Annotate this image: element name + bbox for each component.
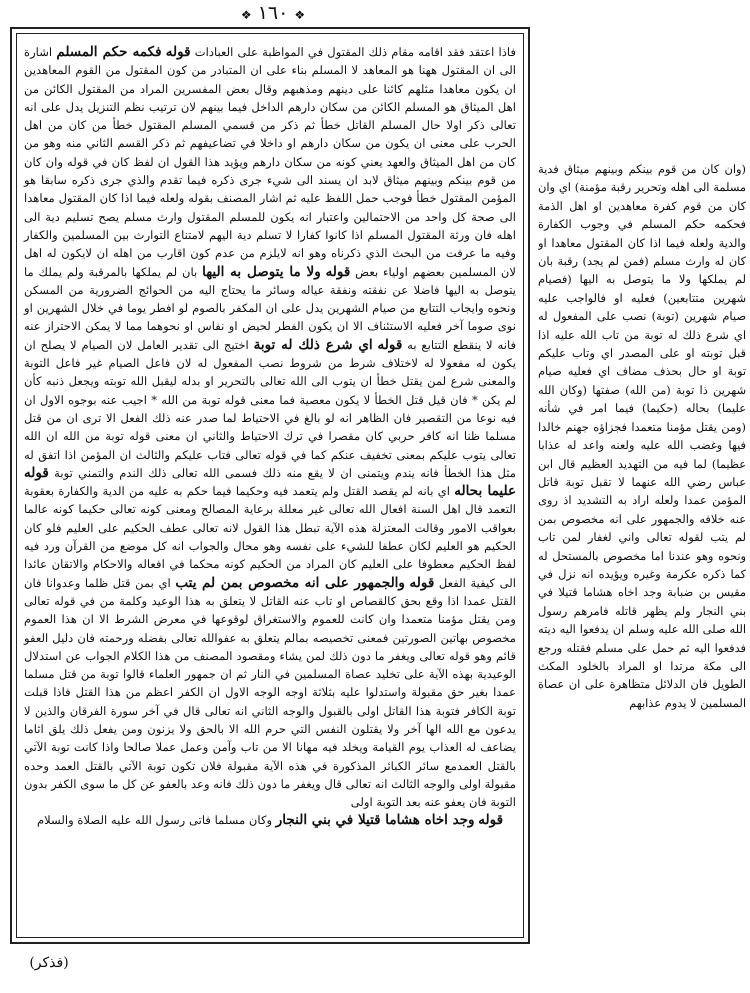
lemma-marker: قوله bbox=[24, 464, 49, 481]
lemma-text: عليما بحاله bbox=[454, 483, 517, 500]
lemma-marker: قوله bbox=[325, 263, 351, 280]
ornament-right-icon: ❖ bbox=[240, 8, 252, 22]
ornament-left-icon: ❖ bbox=[294, 8, 306, 22]
catchword: (فذكر) bbox=[29, 955, 69, 971]
lemma-marker: قوله bbox=[377, 336, 403, 353]
commentary-text bbox=[17, 34, 523, 832]
lemma-marker: قوله bbox=[165, 44, 191, 60]
commentary-last-line: قوله وجد اخاه هشاما قتيلا في بني النجار وكان مسلما فاتى رسول الله عليه الصلاة والسلام bbox=[36, 812, 504, 829]
lemma-marker: قوله bbox=[409, 574, 435, 591]
lemma-text: اي شرع ذلك له توبة bbox=[253, 336, 373, 353]
page-number bbox=[218, 2, 328, 26]
lemma-text: وجد اخاه هشاما قتيلا في بني النجار bbox=[275, 812, 475, 829]
margin-paragraph: (وان كان من قوم بينكم وبينهم ميثاق فدية مسلمة الى اهله وتحرير رقبة مؤمنة) اي وان كان من قوم كفرة معاهدين او اهل الذمة فحكمه حكم المسلم في وجوب الكفارة والدية ولعله فيما اذا كان المقتول معاهدا او كان له وارث مسلم (فمن لم يجد) رقبة بان لم يملكها ولا ما يتوصل به اليها (فصيام شهرين متتابعين) فعليه او فالواجب عليه صيام شهرين (توبة) نصب على المفعول له اي شرع ذلك له توبة من تاب الله عليه اذا قبل توبته او على المصدر اي وتاب عليكم توبة او حال بحذف مضاف اي فعليه صيام شهرين ذا توبة (من الله) صفتها (وكان الله عليما) بحاله (حكيما) فيما امر في شأنه (ومن يقتل مؤمنا متعمدا فجزاؤه جهنم خالدا فيها وغضب الله عليه ولعنه واعد له عذابا عظيما) لما فيه من التهديد العظيم قال ابن عباس رضي الله عنهما لا تقبل توبة قاتل المؤمن عمدا ولعله اراد به التشديد اذ روى عنه خلافه والجمهور على انه مخصوص بمن لم يتب لقوله تعالى واني لغفار لمن تاب ونحوه وهو عندنا اما مخصوص بالمستحل له كما ذكره عكرمة وغيره ويؤيده انه نزل في مقيس بن ضبابة وجد اخاه هشاما قتيلا في بني النجار ولم يظهر قاتله فامرهم رسول الله صلى الله عليه وسلم ان يدفعوا اليه ديته فدفعوا اليه ثم حمل على مسلم فقتله ورجع الى مكة مرتدا او المراد بالخلود المكث الطويل فان الدلائل متظاهرة على ان عصاة المسلمين لا يدوم عذابهم bbox=[538, 162, 746, 710]
margin-text-column bbox=[538, 160, 746, 712]
lemma-text: ولا ما يتوصل به اليها bbox=[202, 263, 321, 280]
lemma-text: والجمهور على انه مخصوص بمن لم يتب bbox=[175, 574, 405, 591]
lemma-text: فكمه حكم المسلم bbox=[56, 44, 162, 60]
commentary-frame bbox=[16, 33, 524, 938]
lemma-marker: قوله bbox=[478, 812, 504, 829]
commentary-paragraph: فاذا اعتقد فقد اقامه مقام ذلك المقتول في المواظبة على العبادات قوله فكمه حكم المسلم اشارة الى ان المقتول ههنا هو المعاهد لا المسلم بناء على ان المتبادر من كون المقتول من القوم المعاهدين ان يكون معاهدا مثلهم كائنا على دينهم ومذهبهم وقال بعض المفسرين المراد من المقتول الكائن من اهل الميثاق هو المسلم الكائن من سكان دارهم الداخل فيما بينهم لان ترتيب نظم التنزيل يدل على انه تعالى ذكر اولا حال المسلم القاتل خطأ ثم ذكر من قسمي المسلم المقتول خطأ من كان من اهل الحرب على معنى ان يكون من سكان دارهم او داخلا في تضاعيفهم ثم ذكر القسم الثاني منه وهو من كان من اهل الميثاق والعهد يعني كونه من سكان دارهم ويؤيد هذا القول ان لفظ كان في قوله وان كان من قوم بينكم وبينهم ميثاق لابد ان يسند الى شيء جرى ذكره فيما تقدم والذي جرى ذكره سابقا هو المؤمن المقتول خطأ فوجب حمل اللفظ عليه ثم اشار المصنف بقوله ولعله فيما اذا كان المقتول معاهدا الى صحة كل واحد من الاحتمالين واعتبار انه يكون للمسلم المقتول وارث مسلم يصح تسليم دية الى اهله فان ورثة المقتول المسلم اذا كانوا كفارا لا تسلم دية اليهم لامتناع التوارث بين المسلمين والكفار وفيه ما عرفت من البحث الذي ذكرناه وهو انه لايلزم من عدم كون اقارب من اهله ان لايكون له اهل لان المسلمين بعضهم اولياء بعض قوله ولا ما يتوصل به اليها بان لم يملكها بالمرقبة ولم يملك ما يتوصل به اليها فاضلا عن نفقته ونفقة عياله وسائر ما يحتاج اليه من الحوائج الضرورية من المسكن ونحوه وايجاب التتابع من صيام الشهرين يدل على ان المكفر بالصوم لو افطر يوما في خلال الشهرين او نوى صوما آخر فعليه الاستئناف الا ان يكون الفطر لحيض او نفاس او نحوهما مما لا يمكن الاحتراز عنه فانه لا ينقطع التتابع به قوله اي شرع ذلك له توبة اختيج الى تقدير العامل لان الصيام لا يصلح ان يكون له مفعولا له لاختلاف شرط من شروط نصب المفعول له لان فاعل الصيام غير فاعل التوبة والمعنى شرع لمن يقتل خطأ ان يتوب الى الله تعالى بالتحرير او بدله ليقبل الله توبته ويجعل ذنبه كأن لم يكن * فان قيل قتل الخطأ لا يكون معصية فما معنى قوله توبة من الله * اجيب عنه بوجوه الاول ان فيه نوعا من التقصير فان الظاهر انه لو بالغ في الاحتياط لما صدر عنه ذلك الفعل الا ترى ان من قتل مسلما ظنا انه كافر حربي كان مقصرا في ترك الاحتياط والثاني ان معنى قوله توبة من الله ان الله تعالى يتوب عليكم بمعنى تخفيف عنكم كما في قوله تعالى فتاب عليكم والثالث ان المؤمن اذا اتفق له مثل هذا الخطأ فانه يندم ويتمنى ان لا يقع منه ذلك فسمى الله تعالى ذلك الندم والتمني توبة قوله عليما بحاله اي بانه لم يقصد القتل ولم يتعمد فيه وحكيما فيما حكم به عليه من الدية والكفارة بعقوبة التعمد قال اهل السنة افعال الله تعالى غير معللة برعاية المصالح ومعنى كونه تعالى حكيما كونه عالما بعواقب الامور وقالت المعتزلة هذه الآية تبطل هذا القول لانه تعالى عطف الحكيم على العليم فلو كان الحكيم هو العليم لكان عطفا للشيء على نفسه وهو محال والجواب انه كل موضع من القرآن ورد فيه لفظ الحكيم معطوفا على العليم كان المراد من الحكيم كونه محكما في افعاله والاحكام والاتقان عائدا الى كيفية الفعل قوله والجمهور على انه مخصوص بمن لم يتب اي بمن قتل ظلما وعدوانا فان القتل عمدا اذا وقع بحق كالقصاص او تاب عنه القاتل لا يتعلق به هذا الوعيد وكلمة من في قوله تعالى ومن يقتل مؤمنا متعمدا وان كانت للعموم والاستغراق لوقوعها في معرض الشرط الا ان هذا العموم مخصوص بهاتين الصورتين فمعنى تخصيصه بمالم يتعلق به عفوالله تعالى بفضله ورحمته فان دليل العفو قائم وهو قوله تعالى ويغفر ما دون ذلك لمن يشاء ومقصود المصنف من هذا الكلام الجواب عن استدلال الوعيدية بهذه الآية على تخليد عصاة المسلمين في النار ثم ان جمهور العلماء قالوا توبة من قتل مسلما عمدا بغير حق مقبولة واستدلوا عليه بثلاثة اوجه الوجه الاول ان الكفر اعظم من هذا القتل فاذا قبلت توبة الكافر فتوبة هذا القاتل اولى بالقبول والوجه الثاني انه تعالى قال في آخر سورة الفرقان والذين لا يدعون مع الله الها آخر ولا يقتلون النفس التي حرم الله الا بالحق ولا يزنون ومن يفعل ذلك يلق اثاما يضاعف له العذاب يوم القيامة ويخلد فيه مهانا الا من تاب وآمن وعمل عملا صالحا واذا كانت توبة الآتي بالقتل العمدمع سائر الكبائر المذكورة في هذه الآية مقبولة فلان تكون توبة الآتي بالقتل العمد وحده مقبولة اولى والوجه الثالث انه تعالى قال ويغفر ما دون ذلك فانه وعد بالعفو عن كل ما سوى الكفر بدون التوبة فان يعفو عنه بعد التوبة اولى bbox=[24, 44, 517, 810]
page-number-value: ١٦٠ bbox=[257, 2, 289, 24]
